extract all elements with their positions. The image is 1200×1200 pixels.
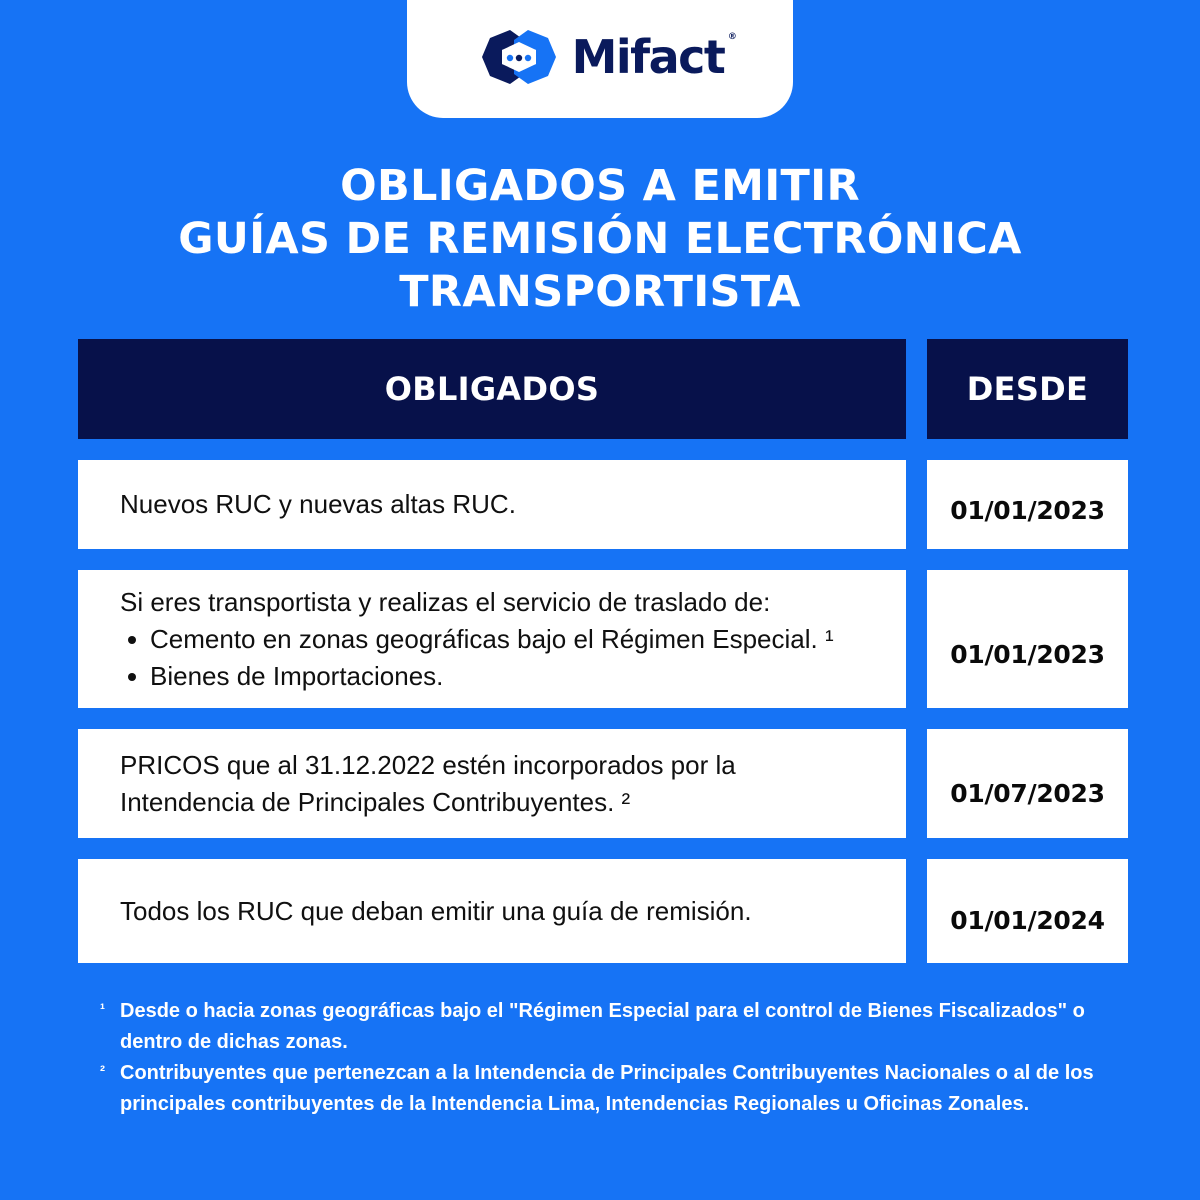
title-line-1: OBLIGADOS A EMITIR [340, 161, 860, 211]
row-2-intro: Si eres transportista y realizas el servicio de traslado de: [120, 586, 771, 617]
footnote-2 [100, 1058, 1110, 1120]
title-line-3: TRANSPORTISTA [399, 267, 801, 317]
table-row-2-desc [78, 570, 906, 708]
table-row-1-date: 01/01/2023 [927, 460, 1128, 549]
row-3-line-2: Intendencia de Principales Contribuyentes. ² [120, 786, 631, 817]
row-2-bullets [120, 621, 906, 695]
mifact-logo-icon [476, 28, 562, 86]
table-row-4-date: 01/01/2024 [927, 859, 1128, 963]
row-4-text: Todos los RUC que deban emitir una guía de remisión. [120, 895, 752, 926]
title-line-2: GUÍAS DE REMISIÓN ELECTRÓNICA [178, 214, 1022, 264]
footnote-1-mark: ¹ [100, 1001, 105, 1018]
table-row-4-desc [78, 859, 906, 963]
page-title [0, 160, 1200, 319]
list-item: Bienes de Importaciones. [150, 658, 906, 695]
header-desde: DESDE [927, 339, 1128, 439]
registered-mark: ® [727, 32, 736, 42]
list-item: Cemento en zonas geográficas bajo el Régimen Especial. ¹ [150, 621, 906, 658]
footnote-1 [100, 996, 1110, 1058]
header-obligados: OBLIGADOS [78, 339, 906, 439]
logo [476, 28, 736, 86]
table-row-3-date: 01/07/2023 [927, 729, 1128, 838]
footnote-1-text: Desde o hacia zonas geográficas bajo el "Régimen Especial para el control de Bienes Fiscalizados" o dentro de dichas zonas. [120, 1000, 1085, 1053]
footnote-2-text: Contribuyentes que pertenezcan a la Intendencia de Principales Contribuyentes Nacionales o al de los principales contribuyentes de la Intendencia Lima, Intendencias Regionales u Oficinas Zonales. [120, 1062, 1094, 1115]
row-3-line-1: PRICOS que al 31.12.2022 estén incorporados por la [120, 749, 736, 780]
footnotes [100, 996, 1110, 1120]
logo-tab [407, 0, 793, 118]
row-1-text: Nuevos RUC y nuevas altas RUC. [120, 489, 516, 519]
footnote-2-mark: ² [100, 1063, 105, 1080]
table-row-1-desc [78, 460, 906, 549]
brand-name: Mifact ® [571, 30, 736, 84]
table-row-3-desc [78, 729, 906, 838]
table-row-2-date: 01/01/2023 [927, 570, 1128, 708]
